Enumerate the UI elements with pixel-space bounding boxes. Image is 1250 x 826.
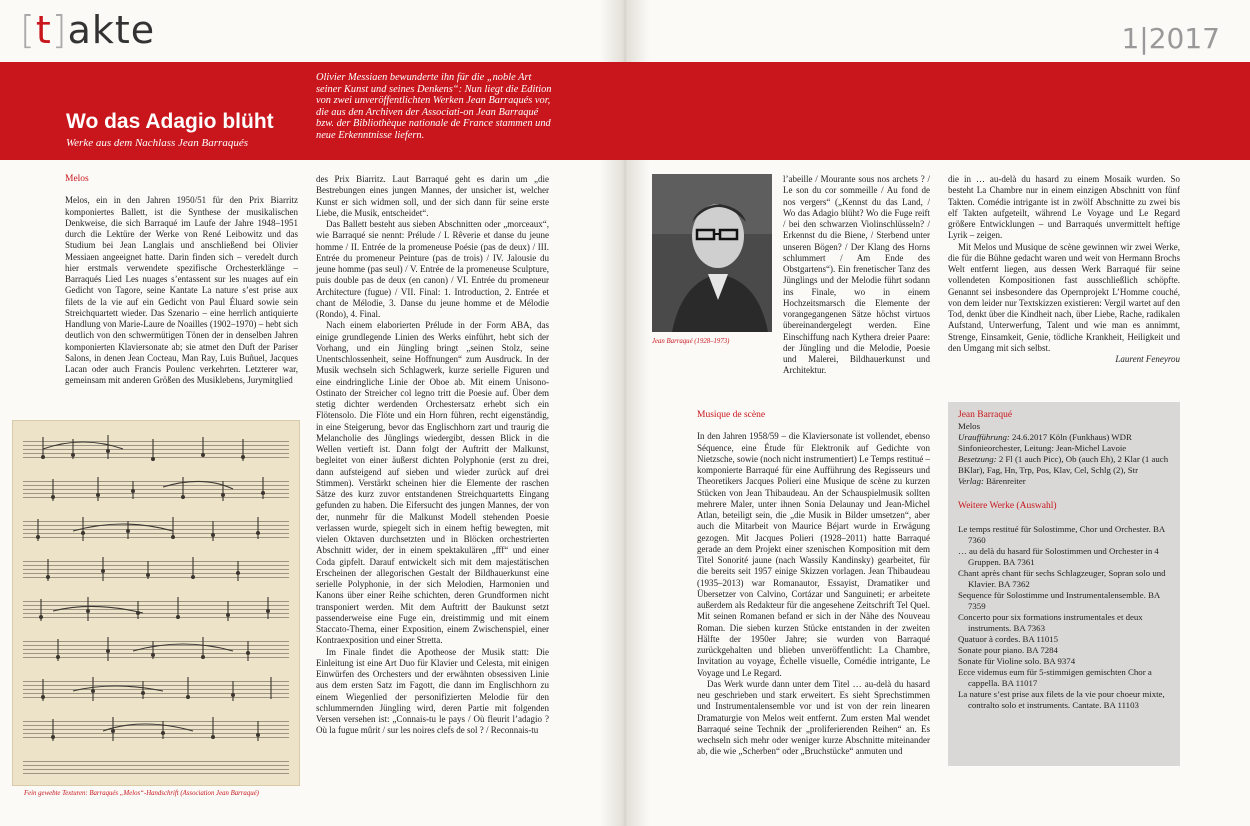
score-caption: Fein gewebte Texturen: Barraqués „Melos“-Handschrift (Association Jean Barraqué) [24,790,259,797]
paragraph: die in … au-delà du hasard zu einem Mosaik wurden. So besteht La Chambre nur in einem einzigen Abschnitt von fünf Takten. Comédie intrigante ist in zwölf Abschnitte zu zwei bis elf Takten aufgeteilt, während Le Voyage und Le Regard größere Entwicklungen – und Barraqués unvermittelt heftige Lyrik – zeigen. [948,174,1180,241]
list-item: … au delà du hasard für Solostimmen und Orchester in 4 Gruppen. BA 7361 [958,546,1159,567]
column-2 [316,174,549,737]
info-scoring-label: Besetzung: [958,454,997,464]
manuscript-score-image [12,420,300,786]
author-signature: Laurent Feneyrou [1115,354,1180,364]
column-1 [65,174,298,387]
paragraph: Nach einem elaborierten Prélude in der Form ABA, das einige grundlegende Linien des Werks einführt, hebt sich der Vorhang, und ein Jüngling bringt „seinen Stolz, seine Unentschlossenheit, seine Hoffnungen“ zum Ausdruck. In der Musik wechseln sich Schlagwerk, kurze serielle Figuren und eine eindringliche Linie der Oboe ab. Mit einem Unisono-Ostinato der Streicher col legno tritt die Poesie auf. Über dem stetig dichter werdenden Orchestersatz erhebt sich ein Flötensolo. Die Flöte und ein Horn führen, recht eigenständig, in eine Steigerung, bevor das Englischhorn zart und traurig die Melancholie des Jünglings wiedergibt, dessen Blick in die Wellen vertieft ist. Dann folgt der Auftritt der Malkunst, begleitet von einer äußerst dichten Polyphonie (erst zu drei, dann aufsteigend auf sieben und wieder zurück auf drei Stimmen). Verstärkt scheinen hier die Elemente der raschen Sätze des kurz zuvor entstandenen Streichquartetts Eingang gefunden zu haben. Die Eifersucht des jungen Mannes, der von der, nunmehr für die Malkunst Modell stehenden Poesie verlassen wurde, spiegelt sich in einem heftig bewegten, mit vielen Oktaven durchsetzten und in Blöcken orchestrierten Abschnitt wider, der in einem spektakulären „fff“ und einer Coda gipfelt. Darauf entwickelt sich mit dem majestätischen Erscheinen der allegorischen Gestalt der Bildhauerkunst eine serielle Polyphonie, in der sich Melodien, Harmonien und Kanons über einer Reihe schichten, deren Grundformen nicht transponiert werden. Mit dem Auftritt der Baukunst setzt passenderweise eine Fuge ein, dreistimmig und mit einem Staccato-Thema, einer Exposition, einem Zwischenspiel, einer Kontraexposition und einer Stretta. [316,320,549,646]
article-title: Wo das Adagio blüht [66,110,274,133]
portrait-figure [652,174,772,332]
list-item: Sequence für Solostimme und Instrumentalensemble. BA 7359 [958,590,1160,611]
section-heading-melos: Melos [65,174,89,184]
column-4 [948,174,1180,365]
work-info-box [948,402,1180,766]
list-item: Sonate pour piano. BA 7284 [958,645,1058,655]
list-item: Le temps restitué für Solostimme, Chor und Orchester. BA 7360 [958,524,1165,545]
article-lead: Olivier Messiaen bewunderte ihn für die „noble Art seiner Kunst und seines Denkens“: Nun liegt die Edition von zwei unveröffentlichten Werken Jean Barraqués vor, die aus den Archiven der Associati-on Jean Barraqué bzw. der Bibliothèque nationale de France stammen und neue Erkenntnisse liefern. [316,72,552,141]
list-item: Chant après chant für sechs Schlagzeuger, Sopran solo und Klavier. BA 7362 [958,568,1166,589]
info-box-content [948,402,1180,719]
photo-caption: Jean Barraqué (1928–1973) [652,338,730,345]
info-composer: Jean Barraqué [958,410,1013,420]
paragraph: Das Werk wurde dann unter dem Titel … au-delà du hasard neu geschrieben und stark erweitert. Es sieht Sprechstimmen und Instrumentalensemble vor und ist von der rein linearen Dramaturgie von Melos weit entfernt. Zum ersten Mal wendet Barraqué seine Technik der „proliferierenden Reihen“ an. Es wechseln sich mehr oder weniger kurze Abschnitte miteinander ab, die wie „Scherben“ oder „Bruchstücke“ anmuten und [697,678,930,757]
info-publisher: Verlag: Bärenreiter [958,476,1026,486]
issue-number: 1|2017 [1121,22,1220,55]
section-heading-musique-de-scene: Musique de scène [697,410,766,420]
info-premiere-label: Uraufführung: [958,432,1010,442]
paragraph: l’abeille / Mourante sous nos archets ? / Le son du cor sommeille / Au fond de nos vergers“ („Kennst du das Land, / Wo das Adagio blüht? Wo die Fuge reift / bei den schwarzen Violinschlüsseln? / Erkennst du die Biene, / Sterbend unter unseren Bögen? / Der Klang des Horns schlummert / Am Ende des Obstgartens“). Ein frenetischer Tanz des Jünglings und der Melodie führt sodann ins Finale, wo in einem Hochzeitsmarsch die Elemente der vorangegangenen Sätze höchst virtuos übereinandergelegt werden. Eine Einschiffung nach Kythera dreier Paare: der Jüngling und die Melodie, Poesie und Malerei, Bildhauerkunst und Architektur. [783,174,930,376]
list-item: Concerto pour six formations instrumentales et deux instruments. BA 7363 [958,612,1143,633]
list-item: Ecce videmus eum für 5-stimmigen gemischten Chor a cappella. BA 11017 [958,667,1152,688]
info-publisher-label: Verlag: [958,476,984,486]
magazine-logo: [t]akte [20,8,156,52]
portrait-photo [652,174,772,332]
works-list [958,524,1170,711]
works-heading: Weitere Werke (Auswahl) [958,501,1057,511]
info-premiere: Uraufführung: 24.6.2017 Köln (Funkhaus) WDR Sinfonieorchester, Leitung: Jean-Michel Lavoie [958,432,1132,453]
paragraph: Mit Melos und Musique de scène gewinnen wir zwei Werke, die für die Bühne gedacht waren und weit von Hermann Brochs Welt entfernt liegen, aus dessen Werk Barraqué für seine vollendeten Kompositionen fast ausschließlich schöpfte. Genannt sei insbesondere das Opernprojekt L’Homme couché, von dem leider nur Textskizzen existieren: Vergil wartet auf den Tod, denkt über die Kindheit nach, über Liebe, Rache, radikalen Aufstand, Unterwerfung, Talent und wie man es annimmt, Strenge, Einsamkeit, Genie, tödliche Krankheit, Heiligkeit und den Umgang mit sich selbst. [948,241,1180,353]
list-item: Sonate für Violine solo. BA 9374 [958,656,1076,666]
info-scoring: Besetzung: 2 Fl (1 auch Picc), Ob (auch Eh), 2 Klar (1 auch BKlar), Fag, Hn, Trp, Pos, Klav, Cel, Schlg (2), Str [958,454,1169,475]
article-subtitle: Werke aus dem Nachlass Jean Barraqués [66,137,248,149]
list-item: La nature s’est prise aux filets de la vie pour choeur mixte, contralto solo et instruments. Cantate. BA 11103 [958,689,1165,710]
handwritten-notes [13,421,299,785]
paragraph: In den Jahren 1958/59 – die Klaviersonate ist vollendet, ebenso Séquence, eine Étude für Elektronik auf Gedichte von Nietzsche, sowie (noch nicht instrumentiert) Le Temps restitué – komponierte Barraqué für eine Aufführung des Regisseurs und Theoretikers Jacques Polieri eine Musique de scène zu kurzen Stücken von Jean Thibaudeau. An der Schauspielmusik sollten mehrere Maler, unter ihnen Sonia Delaunay und Jean-Michel Atlan, beteiligt sein, die „die Musik in Bilder umsetzen“, aber auch die Mitarbeit von Maurice Béjart wurde in Erwägung gezogen. Mit Jacques Polieri (1928–2011) hatte Barraqué gerade an dem Projekt einer szenischen Komposition mit dem Titel Sonorité jaune (nach Wassily Kandinsky) gearbeitet, für die bereits seit 1957 einige Skizzen vorlagen. Jean Thibaudeau (1935–2013) war Romanautor, Essayist, Dramatiker und Übersetzer von Calvino, Cortázar und Sanguineti; er arbeitete außerdem als Redakteur für die angesehene Zeitschrift Tel Quel. Mit seinen Romanen befand er sich in der Nähe des Nouveau Roman. Die sieben kurzen Stücke entstanden in der zweiten Hälfte der 1950er Jahre; sie wurden von Barraqué zurückgehalten und blieben unveröffentlicht: La Chambre, Invitation au voyage, Échelle visuelle, Comédie intrigante, Le Voyage und Le Regard. [697,431,930,678]
column-3 [697,410,930,758]
info-work-title: Melos [958,421,980,431]
paragraph: Das Ballett besteht aus sieben Abschnitten oder „morceaux“, wie Barraqué sie nennt: Prélude / I. Rêverie et danse du jeune homme / II. Entrée de la promeneuse Poésie (pas de deux) / III. Entrée du promeneur Peinture (pas de trois) / IV. Jalousie du jeune homme (pas seul) / V. Entrée de la promeneuse Sculpture, puis double pas de deux (en canon) / VI. Entrée du promeneur Architecture (fugue) / VII. Final: 1. Introduction, 2. Entrée et chant de Mélodie, 3. Danse du jeune homme et de Mélodie (Rondo), 4. Final. [316,219,549,319]
column-3-wrap [783,174,930,377]
paragraph: Im Finale findet die Apotheose der Musik statt: Die Einleitung ist eine Art Duo für Klavier und Celesta, mit einigen Einwürfen des Orchesters und der erwähnten obsessiven Linie aus dem ersten Satz im Fagott, die dann im Englischhorn zu einem Wiegenlied der personifizierten Melodie für den schlummernden Jüngling wird, deren Partie mit folgenden Versen versehen ist: „Connais-tu le pays / Où fleurit l’adagio ? Où la fugue mûrit / sur les noires clefs de sol ? / Reconnais-tu [316,646,549,736]
list-item: Quatuor à cordes. BA 11015 [958,634,1059,644]
paragraph: des Prix Biarritz. Laut Barraqué geht es darin um „die Bestrebungen eines jungen Mannes, der unsicher ist, welcher Kunst er sich widmen soll, und der sich dann für seine erste Liebe, die Musik, entscheidet“. [316,174,549,218]
paragraph: Melos, ein in den Jahren 1950/51 für den Prix Biarritz komponiertes Ballett, ist die Synthese der musikalischen Denkweise, die sich Barraqué im Laufe der Jahre 1948–1951 durch die Lektüre der Werke von René Leibowitz und das Studium bei Jean Langlais und anschließend bei Olivier Messiaen angeeignet hatte. Darin finden sich – veredelt durch hier erstmals verwendete spezifische Orchesterklänge – Barraqués Lied Les nuages s’entassent sur les nuages auf ein Gedicht von Tagore, seine Kantate La nature s’est prise aux filets de la vie auf ein Gedicht von Paul Éluard sowie sein Streichquartett wieder. Das Szenario – eine herrlich antiquierte Handlung von Marie-Laure de Noailles (1902–1970) – hebt sich deutlich von den schwermütigen Tönen der in denselben Jahren komponierten Klaviersonate ab; sie atmet den Duft der Pariser Salons, in denen Jean Cocteau, Man Ray, Luis Buñuel, Jacques Lacan oder auch Francis Poulenc verkehrten. Letzterer war, gemeinsam mit anderen Größen des Musiklebens, Jurymitglied [65,195,298,386]
